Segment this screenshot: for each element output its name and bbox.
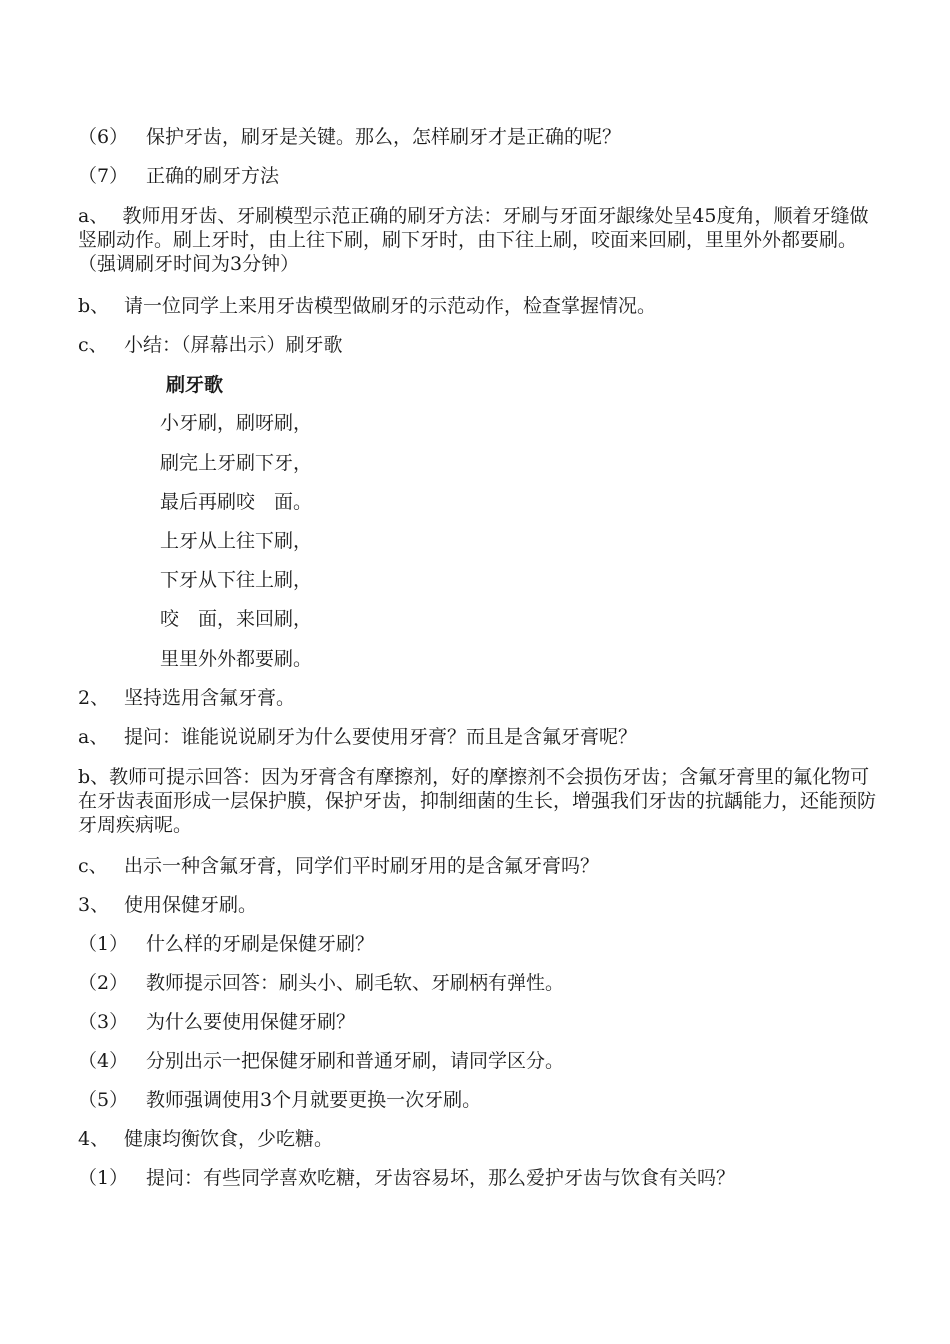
item-text: 请一位同学上来用牙齿模型做刷牙的示范动作，检查掌握情况。 xyxy=(124,295,657,317)
poem-line: 咬 面，来回刷， xyxy=(160,608,313,630)
item-text: 提问：有些同学喜欢吃糖，牙齿容易坏，那么爱护牙齿与饮食有关吗？ xyxy=(146,1167,736,1189)
item-marker: 3、 xyxy=(78,894,110,916)
item-2 xyxy=(78,686,295,710)
item-marker: （1） xyxy=(78,1167,129,1189)
item-2-sub xyxy=(78,971,564,995)
paragraph-brushing-method xyxy=(78,204,878,276)
poem-line: 刷完上牙刷下牙， xyxy=(160,452,313,474)
item-4-sub xyxy=(78,1049,564,1073)
item-marker: b、 xyxy=(78,295,110,317)
item-text: 坚持选用含氟牙膏。 xyxy=(124,687,296,709)
item-c xyxy=(78,333,343,357)
item-marker: a、 xyxy=(78,726,109,748)
item-text: 保护牙齿，刷牙是关键。那么，怎样刷牙才是正确的呢？ xyxy=(146,126,622,148)
item-5-sub xyxy=(78,1088,481,1112)
item-text: 提问：谁能说说刷牙为什么要使用牙膏？而且是含氟牙膏呢？ xyxy=(124,726,638,748)
poem-line: 上牙从上往下刷， xyxy=(160,530,313,552)
item-3-sub xyxy=(78,1010,355,1034)
poem-line: 下牙从下往上刷， xyxy=(160,569,313,591)
item-text: 教师提示回答：刷头小、刷毛软、牙刷柄有弹性。 xyxy=(146,972,565,994)
paragraph-toothpaste xyxy=(78,765,878,837)
item-1-diet xyxy=(78,1166,735,1190)
item-1 xyxy=(78,932,374,956)
item-text: 小结：（屏幕出示）刷牙歌 xyxy=(124,334,343,356)
item-text: 使用保健牙刷。 xyxy=(124,894,258,916)
item-marker: 4、 xyxy=(78,1128,110,1150)
item-marker: （1） xyxy=(78,933,129,955)
item-text: 正确的刷牙方法 xyxy=(146,165,280,187)
item-text: 分别出示一把保健牙刷和普通牙刷，请同学区分。 xyxy=(146,1050,565,1072)
item-marker: （4） xyxy=(78,1050,129,1072)
item-marker: 2、 xyxy=(78,687,110,709)
item-marker: （3） xyxy=(78,1011,129,1033)
poem-line: 里里外外都要刷。 xyxy=(160,648,313,670)
poem-title: 刷牙歌 xyxy=(166,374,224,396)
item-3 xyxy=(78,893,257,917)
item-marker: （6） xyxy=(78,126,129,148)
poem-line: 小牙刷，刷呀刷， xyxy=(160,412,313,434)
item-a xyxy=(78,725,637,749)
item-text: 为什么要使用保健牙刷？ xyxy=(146,1011,356,1033)
item-text: 教师可提示回答：因为牙膏含有摩擦剂，好的摩擦剂不会损伤牙齿；含氟牙膏里的氟化物可在牙齿表面形成一层保护膜，保护牙齿，抑制细菌的生长，增强我们牙齿的抗龋能力，还能预防牙周疾病呢。 xyxy=(78,766,877,836)
item-marker: c、 xyxy=(78,855,108,877)
item-text: 出示一种含氟牙膏，同学们平时刷牙用的是含氟牙膏吗？ xyxy=(124,855,600,877)
poem-line: 最后再刷咬 面。 xyxy=(160,491,313,513)
item-marker: （7） xyxy=(78,165,129,187)
item-marker: c、 xyxy=(78,334,108,356)
item-text: 教师强调使用3个月就要更换一次牙刷。 xyxy=(146,1089,482,1111)
item-7 xyxy=(78,164,279,188)
item-4 xyxy=(78,1127,333,1151)
item-text: 教师用牙齿、牙刷模型示范正确的刷牙方法：牙刷与牙面牙龈缘处呈45度角，顺着牙缝做竖刷动作。刷上牙时，由上往下刷，刷下牙时，由下往上刷，咬面来回刷，里里外外都要刷。（强调刷牙时间为3分钟） xyxy=(78,205,869,275)
item-6 xyxy=(78,125,621,149)
item-text: 健康均衡饮食，少吃糖。 xyxy=(124,1128,334,1150)
item-text: 什么样的牙刷是保健牙刷？ xyxy=(146,933,375,955)
item-c xyxy=(78,854,599,878)
item-marker: （5） xyxy=(78,1089,129,1111)
item-marker: a、 xyxy=(78,205,109,227)
item-marker: b、 xyxy=(78,766,110,788)
item-marker: （2） xyxy=(78,972,129,994)
item-b xyxy=(78,294,656,318)
